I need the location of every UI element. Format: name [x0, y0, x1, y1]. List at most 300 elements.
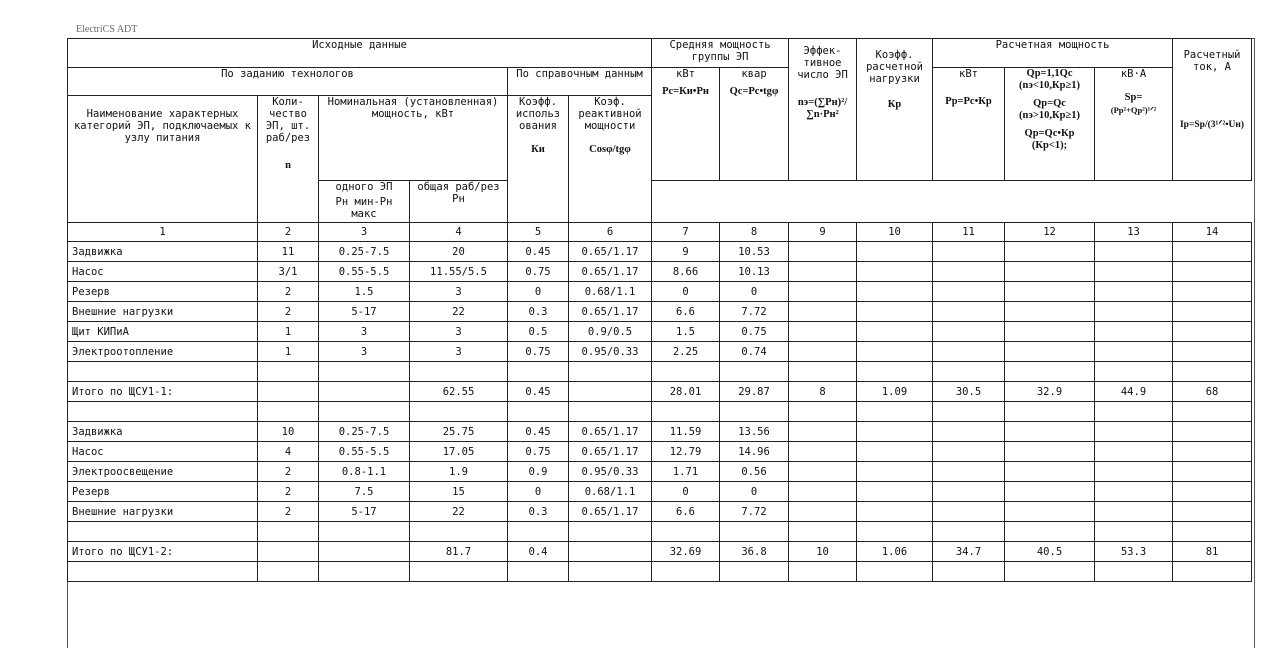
- table-cell: [1005, 482, 1095, 502]
- table-cell: [857, 562, 933, 582]
- table-cell: [933, 442, 1005, 462]
- table-cell: 68: [1173, 382, 1252, 402]
- header-effective-number: [789, 39, 857, 181]
- table-cell: 3: [319, 342, 410, 362]
- table-cell: [319, 542, 410, 562]
- table-cell: [857, 282, 933, 302]
- table-cell: [789, 242, 857, 262]
- table-cell: [1005, 262, 1095, 282]
- table-row: [68, 562, 1252, 582]
- table-cell: 1.09: [857, 382, 933, 402]
- table-cell: 5-17: [319, 502, 410, 522]
- table-cell: [789, 262, 857, 282]
- table-cell: 1.5: [652, 322, 720, 342]
- table-cell: 0.65/1.17: [569, 442, 652, 462]
- table-cell: [933, 362, 1005, 382]
- table-cell: 0.9/0.5: [569, 322, 652, 342]
- table-cell: [319, 522, 410, 542]
- table-cell: 0: [508, 282, 569, 302]
- header-avg-power: Средняя мощность группы ЭП: [652, 39, 789, 68]
- table-cell: [789, 302, 857, 322]
- one-ep-range: Рн мин-Рн макс: [335, 196, 393, 220]
- table-cell: Резерв: [68, 282, 258, 302]
- table-cell: 22: [410, 302, 508, 322]
- table-cell: [319, 402, 410, 422]
- name-label: Наименование характерных категорий ЭП, подключаемых к узлу питания: [73, 108, 251, 144]
- table-row: [68, 522, 1252, 542]
- table-cell: [319, 382, 410, 402]
- table-cell: 11.55/5.5: [410, 262, 508, 282]
- total-symbol: Рн: [452, 193, 465, 205]
- table-cell: [1173, 342, 1252, 362]
- table-cell: 0.95/0.33: [569, 462, 652, 482]
- table-cell: Внешние нагрузки: [68, 302, 258, 322]
- table-cell: [569, 382, 652, 402]
- table-cell: [1005, 462, 1095, 482]
- table-cell: 0.45: [508, 242, 569, 262]
- kva-label: кВ·А: [1120, 68, 1147, 80]
- table-cell: 62.55: [410, 382, 508, 402]
- header-name: [68, 96, 258, 223]
- table-cell: 0: [720, 282, 789, 302]
- table-cell: [319, 362, 410, 382]
- table-cell: [1005, 402, 1095, 422]
- table-cell: [789, 402, 857, 422]
- table-cell: 4: [258, 442, 319, 462]
- table-cell: [789, 502, 857, 522]
- ki-label: Коэфф. использ ования: [515, 96, 561, 132]
- table-cell: [1005, 322, 1095, 342]
- table-cell: [1095, 462, 1173, 482]
- header-kvar: [720, 68, 789, 181]
- qp-line5: Qр=Qс•Кр: [1024, 128, 1075, 139]
- coef-calc-load-label: Коэфф. расчетной нагрузки: [866, 49, 923, 85]
- qp-line2: (nэ<10,Кр≥1): [1019, 80, 1080, 91]
- table-cell: 28.01: [652, 382, 720, 402]
- header-kva: [1095, 68, 1173, 181]
- table-cell: [508, 402, 569, 422]
- table-cell: 0.3: [508, 502, 569, 522]
- table-cell: 29.87: [720, 382, 789, 402]
- table-cell: [1173, 502, 1252, 522]
- table-cell: [569, 522, 652, 542]
- table-cell: 40.5: [1005, 542, 1095, 562]
- table-cell: [1095, 402, 1173, 422]
- table-cell: [1095, 442, 1173, 462]
- table-row: [68, 302, 1252, 322]
- table-cell: [789, 362, 857, 382]
- table-cell: 44.9: [1095, 382, 1173, 402]
- table-cell: [933, 502, 1005, 522]
- table-cell: [68, 362, 258, 382]
- table-cell: [857, 482, 933, 502]
- table-cell: [1095, 262, 1173, 282]
- table-row: [68, 242, 1252, 262]
- table-cell: [569, 542, 652, 562]
- table-cell: 0.65/1.17: [569, 502, 652, 522]
- table-cell: 6.6: [652, 502, 720, 522]
- table-cell: 1.06: [857, 542, 933, 562]
- table-cell: [1005, 442, 1095, 462]
- ki-symbol: Ки: [531, 144, 545, 155]
- kvar-label: квар: [741, 68, 767, 80]
- table-cell: [1173, 402, 1252, 422]
- header-coef-calc-load: [857, 39, 933, 181]
- table-cell: Резерв: [68, 482, 258, 502]
- column-number: 9: [789, 223, 857, 242]
- table-cell: 7.72: [720, 502, 789, 522]
- table-cell: [258, 402, 319, 422]
- watermark: ElectriCS ADT: [76, 24, 138, 35]
- table-cell: 10: [258, 422, 319, 442]
- table-cell: [933, 422, 1005, 442]
- table-cell: [652, 402, 720, 422]
- table-cell: [569, 562, 652, 582]
- table-cell: [933, 562, 1005, 582]
- table-cell: 2: [258, 282, 319, 302]
- table-cell: 1.5: [319, 282, 410, 302]
- qp-line1: Qр=1,1Qс: [1026, 68, 1073, 79]
- table-cell: 3: [410, 322, 508, 342]
- table-cell: 11: [258, 242, 319, 262]
- table-cell: 10.53: [720, 242, 789, 262]
- header-by-technologists: По заданию технологов: [68, 68, 508, 96]
- table-cell: 1: [258, 342, 319, 362]
- column-number: 3: [319, 223, 410, 242]
- table-cell: [68, 522, 258, 542]
- table-cell: 0: [508, 482, 569, 502]
- table-cell: [258, 542, 319, 562]
- table-cell: 0.74: [720, 342, 789, 362]
- table-cell: Щит КИПиА: [68, 322, 258, 342]
- table-cell: [1173, 242, 1252, 262]
- table-row: [68, 402, 1252, 422]
- table-cell: [1173, 302, 1252, 322]
- table-cell: 22: [410, 502, 508, 522]
- table-body: [68, 242, 1252, 582]
- qty-symbol: n: [285, 160, 291, 171]
- table-cell: 3: [410, 282, 508, 302]
- table-cell: 8: [789, 382, 857, 402]
- table-cell: 17.05: [410, 442, 508, 462]
- table-cell: [569, 362, 652, 382]
- table-cell: [1095, 302, 1173, 322]
- table-cell: [857, 262, 933, 282]
- table-cell: [1173, 362, 1252, 382]
- table-cell: [720, 562, 789, 582]
- header-total-work: [410, 181, 508, 223]
- table-cell: 81: [1173, 542, 1252, 562]
- table-cell: [857, 442, 933, 462]
- table-cell: 0.75: [720, 322, 789, 342]
- qp-line3: Qр=Qс: [1033, 98, 1066, 109]
- table-cell: 0: [652, 282, 720, 302]
- column-number: 12: [1005, 223, 1095, 242]
- table-cell: Итого по ЩСУ1-1:: [68, 382, 258, 402]
- table-cell: [508, 362, 569, 382]
- table-cell: 12.79: [652, 442, 720, 462]
- header-calc-power: Расчетная мощность: [933, 39, 1173, 68]
- table-cell: 0.25-7.5: [319, 242, 410, 262]
- table-cell: [410, 522, 508, 542]
- table-cell: [1005, 362, 1095, 382]
- header-nominal-power: Номинальная (установленная) мощность, кВт: [319, 96, 508, 181]
- column-number: 5: [508, 223, 569, 242]
- table-cell: [1095, 282, 1173, 302]
- table-cell: 8.66: [652, 262, 720, 282]
- header-qty: [258, 96, 319, 223]
- table-cell: [933, 282, 1005, 302]
- table-row: [68, 422, 1252, 442]
- table-cell: 0.8-1.1: [319, 462, 410, 482]
- cos-label: Коэф. реактивной мощности: [578, 96, 642, 132]
- table-cell: [933, 462, 1005, 482]
- table-cell: [933, 522, 1005, 542]
- one-ep-label: одного ЭП: [335, 181, 393, 193]
- table-cell: 2: [258, 462, 319, 482]
- table-cell: [789, 462, 857, 482]
- table-cell: [857, 242, 933, 262]
- table-cell: 1.9: [410, 462, 508, 482]
- table-cell: [652, 562, 720, 582]
- table-cell: 0.56: [720, 462, 789, 482]
- table-cell: [258, 362, 319, 382]
- table-cell: 9: [652, 242, 720, 262]
- table-cell: [1005, 562, 1095, 582]
- total-row: [68, 382, 1252, 402]
- table-cell: [1095, 562, 1173, 582]
- coef-calc-load-symbol: Кр: [887, 99, 902, 110]
- table-cell: [1173, 522, 1252, 542]
- table-cell: [789, 522, 857, 542]
- table-cell: [857, 322, 933, 342]
- table-cell: [857, 462, 933, 482]
- pc-formula: Рс=Ки•Рн: [662, 86, 709, 97]
- table-cell: 2.25: [652, 342, 720, 362]
- table-cell: 5-17: [319, 302, 410, 322]
- table-cell: 32.9: [1005, 382, 1095, 402]
- table-cell: 0.65/1.17: [569, 242, 652, 262]
- table-cell: [720, 362, 789, 382]
- table-cell: Электроосвещение: [68, 462, 258, 482]
- table-cell: [410, 402, 508, 422]
- column-number: 1: [68, 223, 258, 242]
- table-cell: 0.65/1.17: [569, 422, 652, 442]
- table-cell: [652, 362, 720, 382]
- table-cell: 30.5: [933, 382, 1005, 402]
- table-cell: [258, 562, 319, 582]
- table-cell: [1005, 502, 1095, 522]
- table-cell: [68, 562, 258, 582]
- table-cell: [1173, 562, 1252, 582]
- table-cell: 0.65/1.17: [569, 262, 652, 282]
- header-source-data: Исходные данные: [68, 39, 652, 68]
- table-cell: Задвижка: [68, 422, 258, 442]
- table-cell: 0.55-5.5: [319, 262, 410, 282]
- table-cell: 10.13: [720, 262, 789, 282]
- column-number: 11: [933, 223, 1005, 242]
- table-cell: 3: [410, 342, 508, 362]
- table-cell: 1.71: [652, 462, 720, 482]
- qc-formula: Qс=Рс•tgφ: [729, 86, 779, 97]
- table-cell: [1005, 342, 1095, 362]
- table-row: [68, 282, 1252, 302]
- header-cos: [569, 96, 652, 223]
- table-cell: 81.7: [410, 542, 508, 562]
- column-number: 7: [652, 223, 720, 242]
- table-cell: 0.68/1.1: [569, 482, 652, 502]
- qty-label: Коли-чество ЭП, шт. раб/рез: [265, 96, 311, 144]
- header-kw2: [933, 68, 1005, 181]
- table-cell: 20: [410, 242, 508, 262]
- table-cell: 13.56: [720, 422, 789, 442]
- table-row: [68, 322, 1252, 342]
- table-cell: [857, 302, 933, 322]
- table-cell: Насос: [68, 262, 258, 282]
- table-cell: [652, 522, 720, 542]
- column-number: 6: [569, 223, 652, 242]
- table-row: [68, 502, 1252, 522]
- table-cell: 11.59: [652, 422, 720, 442]
- qp-line6: (Кр<1);: [1031, 140, 1068, 151]
- table-cell: Внешние нагрузки: [68, 502, 258, 522]
- table-cell: 0: [652, 482, 720, 502]
- table-cell: 0.95/0.33: [569, 342, 652, 362]
- column-number: 13: [1095, 223, 1173, 242]
- sp-formula-2: (Рр²+Qр²)¹ᐟ²: [1110, 105, 1157, 115]
- effective-number-label: Эффек-тивное число ЭП: [797, 45, 848, 81]
- table-cell: Задвижка: [68, 242, 258, 262]
- table-cell: [933, 242, 1005, 262]
- calc-current-label: Расчетный ток, А: [1183, 49, 1241, 73]
- table-cell: 34.7: [933, 542, 1005, 562]
- table-row: [68, 342, 1252, 362]
- qp-line4: (nэ>10,Кр≥1): [1019, 110, 1080, 121]
- header-ki: [508, 96, 569, 223]
- sp-formula: Sр=: [1124, 92, 1143, 103]
- table-cell: [1005, 242, 1095, 262]
- header-one-ep: [319, 181, 410, 223]
- pp-formula: Рр=Рс•Кр: [945, 96, 992, 107]
- table-cell: [857, 342, 933, 362]
- table-cell: [258, 522, 319, 542]
- load-calculation-table: [67, 38, 1252, 582]
- table-cell: [720, 402, 789, 422]
- table-cell: [789, 562, 857, 582]
- table-cell: [1173, 322, 1252, 342]
- table-cell: 0.9: [508, 462, 569, 482]
- header-calc-current: [1173, 39, 1252, 181]
- table-cell: 0.75: [508, 442, 569, 462]
- table-cell: [410, 562, 508, 582]
- table-cell: 7.5: [319, 482, 410, 502]
- total-work-label: общая раб/рез: [417, 181, 500, 193]
- table-cell: [857, 502, 933, 522]
- table-cell: [789, 442, 857, 462]
- table-cell: 2: [258, 502, 319, 522]
- table-cell: [933, 342, 1005, 362]
- column-number: 8: [720, 223, 789, 242]
- table-row: [68, 442, 1252, 462]
- total-row: [68, 542, 1252, 562]
- table-cell: 10: [789, 542, 857, 562]
- cos-symbol: Cosφ/tgφ: [589, 144, 631, 155]
- table-cell: 3/1: [258, 262, 319, 282]
- table-cell: [1173, 282, 1252, 302]
- table-row: [68, 462, 1252, 482]
- table-cell: [933, 302, 1005, 322]
- table-cell: [857, 402, 933, 422]
- table-cell: 1: [258, 322, 319, 342]
- table-cell: Электроотопление: [68, 342, 258, 362]
- table-cell: [1005, 522, 1095, 542]
- header-qp: [1005, 68, 1095, 181]
- table-cell: 0.45: [508, 422, 569, 442]
- column-number: 2: [258, 223, 319, 242]
- table-cell: 0.75: [508, 342, 569, 362]
- table-cell: 6.6: [652, 302, 720, 322]
- table-cell: 2: [258, 482, 319, 502]
- header-kw: [652, 68, 720, 181]
- table-cell: [1095, 422, 1173, 442]
- table-cell: [1173, 482, 1252, 502]
- table-cell: 0.68/1.1: [569, 282, 652, 302]
- table-cell: [857, 362, 933, 382]
- table-row: [68, 362, 1252, 382]
- table-cell: [1173, 262, 1252, 282]
- table-cell: [508, 562, 569, 582]
- table-cell: [789, 322, 857, 342]
- table-cell: 2: [258, 302, 319, 322]
- table-cell: 0: [720, 482, 789, 502]
- table-cell: [258, 382, 319, 402]
- table-cell: 32.69: [652, 542, 720, 562]
- table-cell: 0.65/1.17: [569, 302, 652, 322]
- table-cell: [68, 402, 258, 422]
- header-by-reference: По справочным данным: [508, 68, 652, 96]
- table-cell: 0.3: [508, 302, 569, 322]
- table-cell: [1005, 302, 1095, 322]
- table-cell: [720, 522, 789, 542]
- column-number: 14: [1173, 223, 1252, 242]
- table-cell: 7.72: [720, 302, 789, 322]
- table-cell: [933, 482, 1005, 502]
- table-cell: [1173, 462, 1252, 482]
- table-cell: 0.75: [508, 262, 569, 282]
- calc-current-formula: Iр=Sр/(3¹ᐟ²•Uн): [1179, 120, 1245, 130]
- table-cell: 0.5: [508, 322, 569, 342]
- kw2-label: кВт: [959, 68, 978, 80]
- table-cell: [410, 362, 508, 382]
- table-cell: [1095, 342, 1173, 362]
- table-cell: [569, 402, 652, 422]
- table-cell: 0.55-5.5: [319, 442, 410, 462]
- table-cell: 0.25-7.5: [319, 422, 410, 442]
- column-number-row: [68, 223, 1252, 242]
- table-cell: [789, 422, 857, 442]
- table-cell: [933, 262, 1005, 282]
- table-cell: 25.75: [410, 422, 508, 442]
- effective-number-formula: nэ=(∑Pн)²/∑n·Pн²: [797, 97, 848, 120]
- table-cell: 36.8: [720, 542, 789, 562]
- table-cell: [933, 322, 1005, 342]
- table-cell: [508, 522, 569, 542]
- table-cell: [857, 422, 933, 442]
- table-cell: [789, 482, 857, 502]
- table-cell: [319, 562, 410, 582]
- table-cell: [1095, 242, 1173, 262]
- table-cell: [1005, 282, 1095, 302]
